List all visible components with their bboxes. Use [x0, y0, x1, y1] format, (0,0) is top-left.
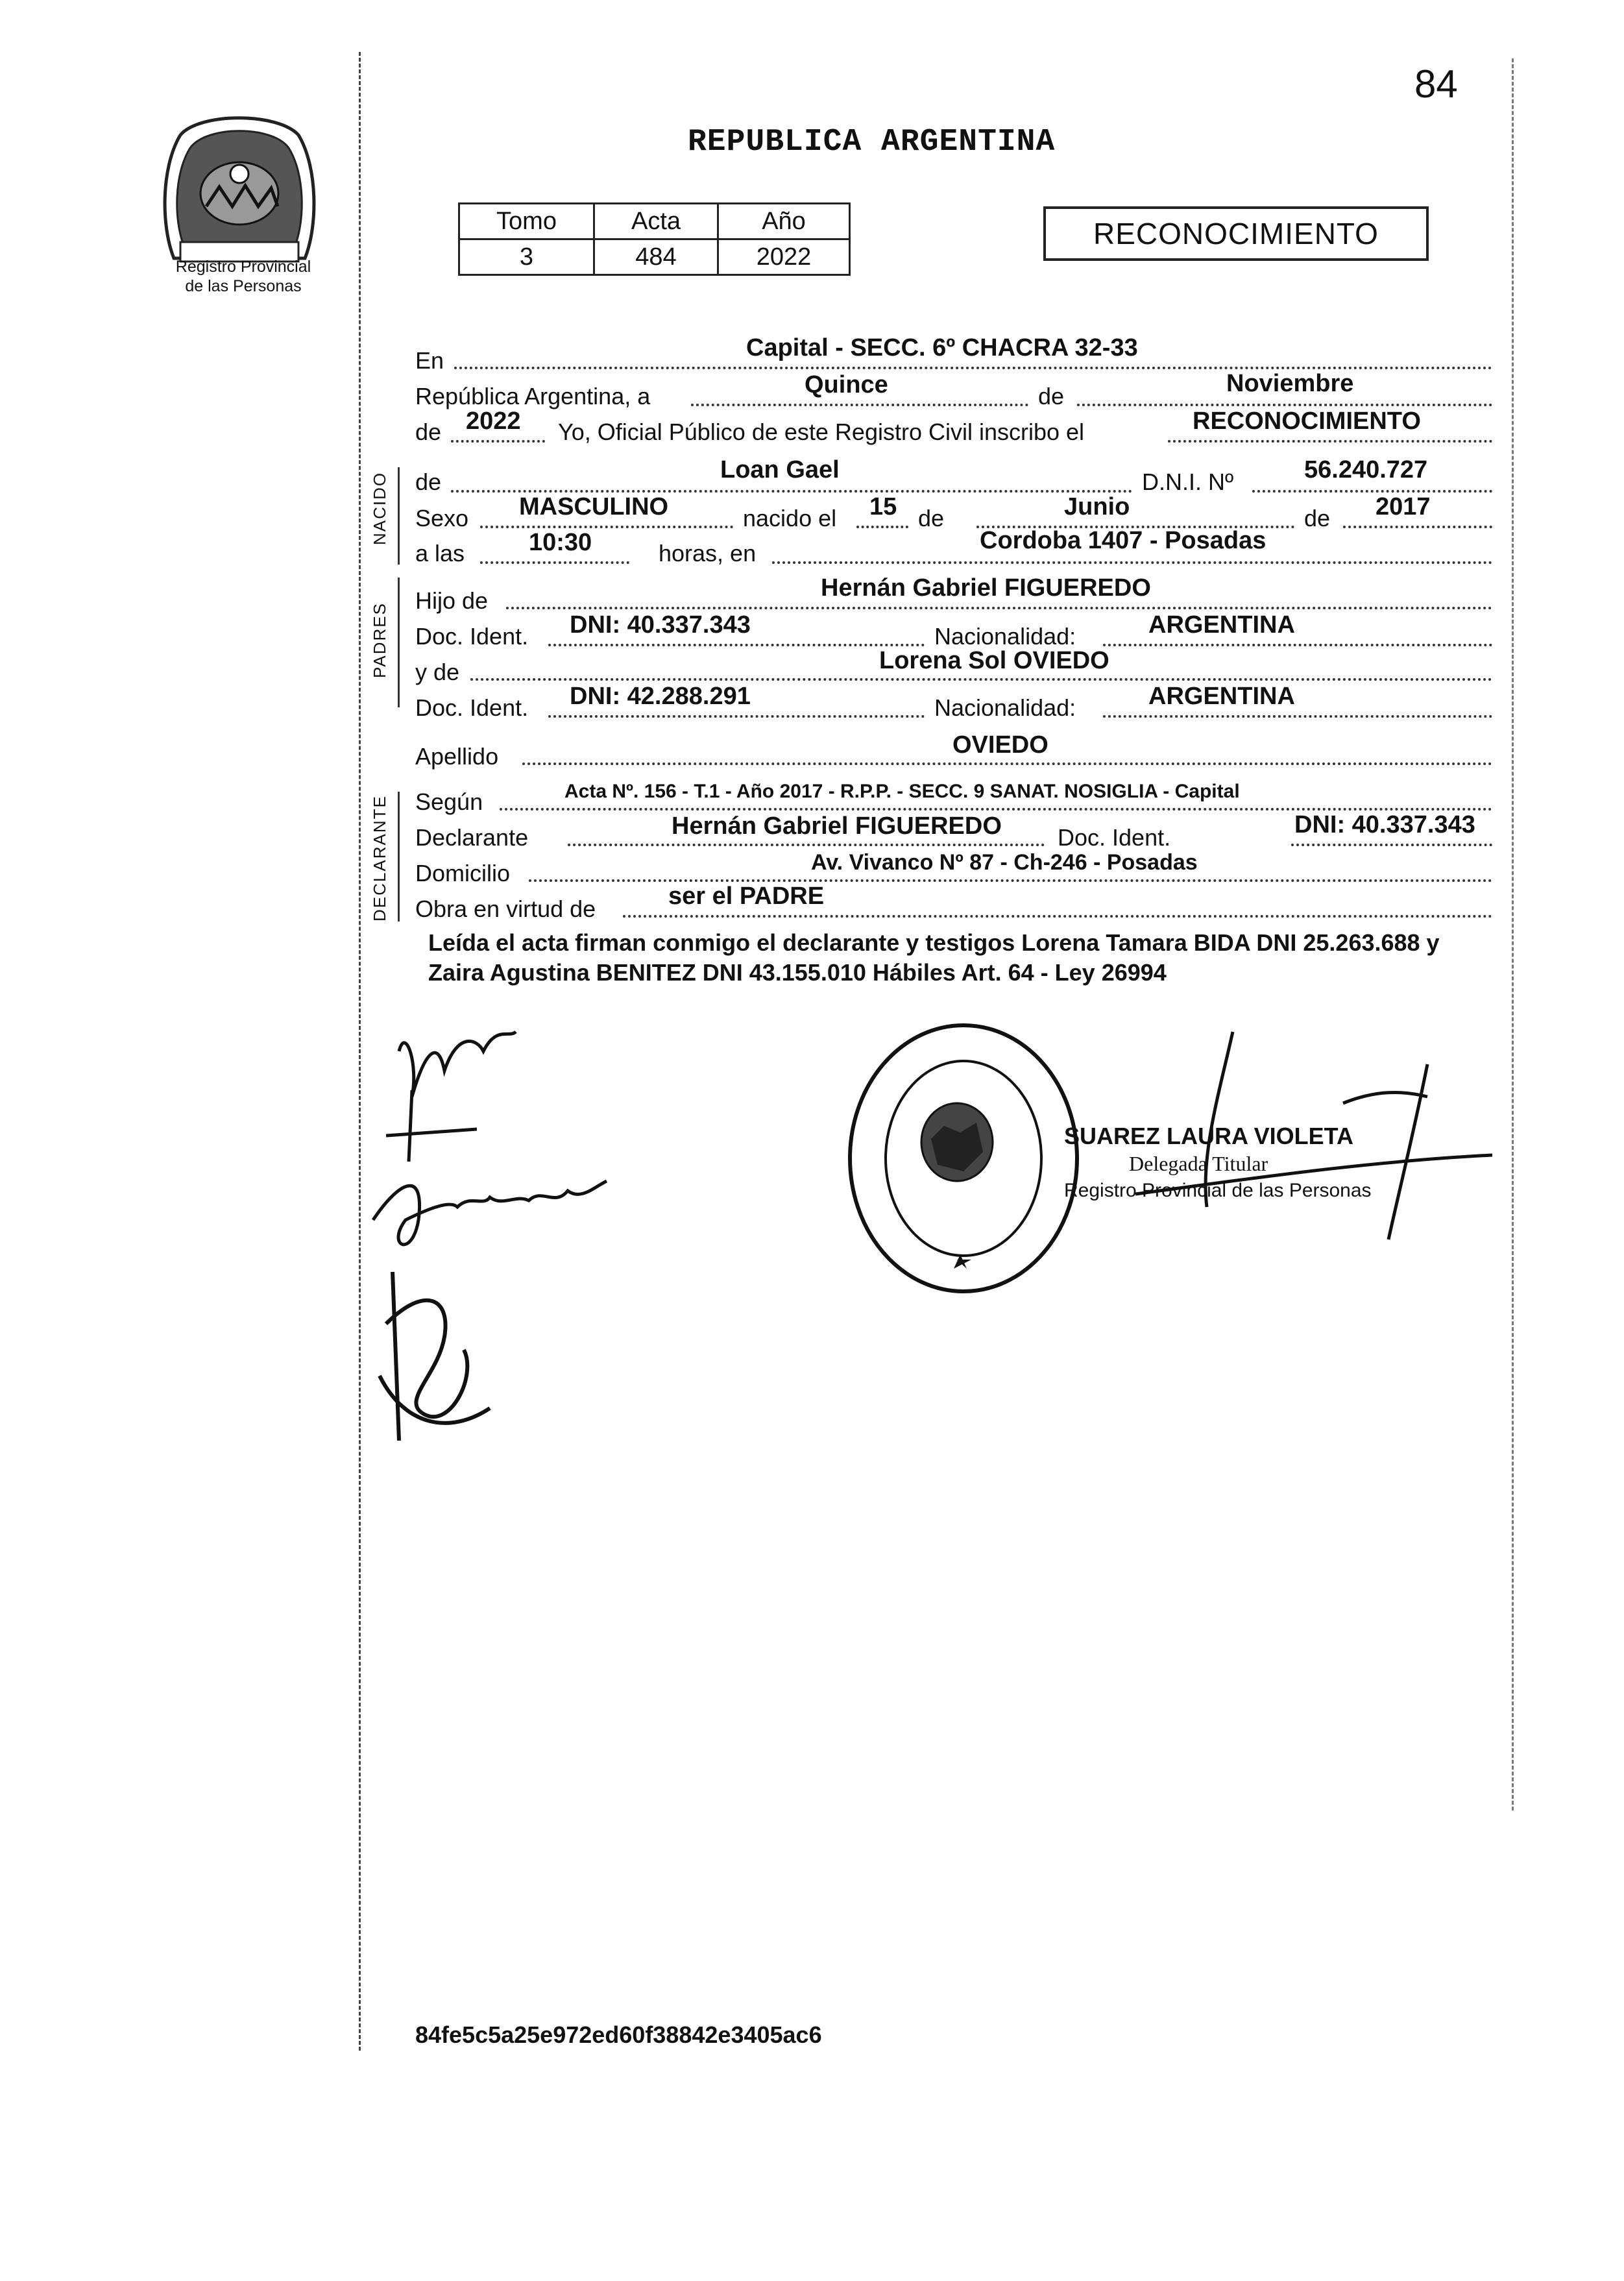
- label-doc-ident-declarante: Doc. Ident.: [1058, 824, 1171, 851]
- label-domicilio: Domicilio: [415, 860, 511, 886]
- official-name-block: [1064, 1123, 1372, 1204]
- label-en: En: [415, 347, 444, 374]
- table-header-row: [459, 204, 850, 239]
- dotted-line: [1291, 844, 1492, 846]
- dotted-line: [500, 808, 1492, 811]
- value-lugar: Capital - SECC. 6º CHACRA 32-33: [746, 334, 1138, 361]
- declarante-bar: [398, 792, 400, 921]
- logo-caption-line2: de las Personas: [185, 277, 302, 295]
- value-padre: Hernán Gabriel FIGUEREDO: [821, 574, 1151, 602]
- dotted-line: [470, 678, 1492, 681]
- closing-statement: Leída el acta firman conmigo el declarante y testigos Lorena Tamara BIDA DNI 25.263.688 y Zaira Agustina BENITEZ DNI 43.155.010 Hábiles Art. 64 - Ley 26994: [428, 929, 1440, 986]
- dotted-line: [691, 404, 1028, 406]
- label-sexo: Sexo: [415, 505, 469, 531]
- value-acta: 484: [594, 239, 718, 275]
- value-madre-nac: ARGENTINA: [1148, 683, 1295, 710]
- label-de-nac-mes: de: [918, 505, 945, 531]
- label-de-anio: de: [415, 419, 442, 445]
- official-name: SUAREZ LAURA VIOLETA: [1064, 1123, 1353, 1149]
- header-acta: Acta: [594, 204, 718, 239]
- label-apellido: Apellido: [415, 743, 499, 770]
- value-lugar-nac: Cordoba 1407 - Posadas: [980, 527, 1266, 554]
- witness-signatures: [347, 1012, 685, 1441]
- dotted-line: [772, 561, 1492, 564]
- label-declarante: Declarante: [415, 824, 529, 851]
- label-nacido: nacido el: [743, 505, 837, 531]
- label-doc-ident-madre: Doc. Ident.: [415, 694, 529, 721]
- logo-caption: [149, 257, 337, 296]
- value-madre-doc: DNI: 42.288.291: [570, 683, 751, 710]
- dotted-line: [568, 844, 1045, 846]
- dotted-line: [454, 367, 1492, 369]
- table-value-row: [459, 239, 850, 275]
- section-label-declarante: DECLARANTE: [370, 795, 389, 921]
- dotted-line: [480, 561, 629, 564]
- logo-caption-line1: Registro Provincial: [175, 258, 311, 276]
- document-title: REPUBLICA ARGENTINA: [688, 125, 1056, 160]
- label-yo: Yo, Oficial Público de este Registro Civil inscribo el: [558, 419, 1085, 445]
- label-y-de: y de: [415, 659, 460, 685]
- value-nac-mes: Junio: [1064, 493, 1130, 520]
- value-nac-anio: 2017: [1376, 493, 1431, 520]
- label-horas-en: horas, en: [659, 540, 757, 567]
- value-mes: Noviembre: [1226, 370, 1354, 397]
- label-doc-ident-padre: Doc. Ident.: [415, 623, 529, 650]
- value-declarante-doc: DNI: 40.337.343: [1294, 811, 1475, 838]
- label-de-mes: de: [1038, 383, 1065, 409]
- value-sexo: MASCULINO: [519, 493, 669, 520]
- label-segun: Según: [415, 788, 483, 815]
- label-obra: Obra en virtud de: [415, 896, 596, 922]
- label-nacionalidad-madre: Nacionalidad:: [934, 694, 1076, 721]
- dotted-line: [1343, 526, 1492, 528]
- padres-bar: [398, 578, 400, 707]
- label-de-nombre: de: [415, 469, 442, 495]
- label-de-nac-anio: de: [1304, 505, 1331, 531]
- value-tomo: 3: [459, 239, 594, 275]
- right-margin-line: [1512, 58, 1514, 1811]
- section-label-nacido: NACIDO: [370, 471, 389, 545]
- page-number: 84: [1414, 62, 1458, 106]
- dotted-line: [1168, 440, 1492, 443]
- value-anio: 2022: [466, 408, 521, 435]
- label-dni: D.N.I. Nº: [1142, 469, 1234, 495]
- value-nac-dia: 15: [869, 493, 897, 520]
- province-seal-logo: [154, 109, 324, 265]
- dotted-line: [522, 762, 1492, 765]
- value-madre: Lorena Sol OVIEDO: [879, 647, 1109, 674]
- dotted-line: [623, 915, 1492, 918]
- dotted-line: [529, 879, 1492, 882]
- dotted-line: [506, 607, 1492, 609]
- value-tipo: RECONOCIMIENTO: [1193, 408, 1421, 435]
- value-anio: 2022: [718, 239, 850, 275]
- value-declarante: Hernán Gabriel FIGUEREDO: [672, 812, 1002, 840]
- section-label-padres: PADRES: [370, 602, 389, 678]
- value-segun: Acta Nº. 156 - T.1 - Año 2017 - R.P.P. - SECC. 9 SANAT. NOSIGLIA - Capital: [564, 781, 1240, 802]
- value-domicilio: Av. Vivanco Nº 87 - Ch-246 - Posadas: [811, 850, 1198, 875]
- value-obra: ser el PADRE: [668, 883, 825, 910]
- dotted-line: [451, 490, 1132, 493]
- label-republica: República Argentina, a: [415, 383, 651, 409]
- registry-table: [458, 202, 851, 276]
- dotted-line: [1103, 715, 1492, 718]
- header-anio: Año: [718, 204, 850, 239]
- value-dni: 56.240.727: [1304, 456, 1428, 483]
- nacido-bar: [398, 467, 400, 565]
- header-tomo: Tomo: [459, 204, 594, 239]
- dotted-line: [1252, 490, 1492, 493]
- value-nombre: Loan Gael: [720, 456, 840, 483]
- value-dia: Quince: [805, 371, 888, 398]
- dotted-line: [451, 440, 545, 443]
- official-role: Delegada Titular: [1129, 1152, 1268, 1175]
- value-padre-doc: DNI: 40.337.343: [570, 611, 751, 639]
- dotted-line: [1103, 644, 1492, 646]
- dotted-line: [1077, 404, 1492, 406]
- dotted-line: [548, 715, 925, 718]
- value-apellido: OVIEDO: [952, 731, 1048, 759]
- value-padre-nac: ARGENTINA: [1148, 611, 1295, 639]
- value-hora: 10:30: [529, 529, 592, 556]
- dotted-line: [480, 526, 733, 528]
- document-hash: 84fe5c5a25e972ed60f38842e3405ac6: [415, 2021, 822, 2048]
- dotted-line: [548, 644, 925, 646]
- label-nacionalidad-padre: Nacionalidad:: [934, 623, 1076, 650]
- label-hijo-de: Hijo de: [415, 587, 489, 614]
- dotted-line: [856, 526, 908, 528]
- label-a-las: a las: [415, 540, 465, 567]
- official-office: Registro Provincial de las Personas: [1064, 1180, 1372, 1201]
- document-type-box: RECONOCIMIENTO: [1043, 206, 1429, 261]
